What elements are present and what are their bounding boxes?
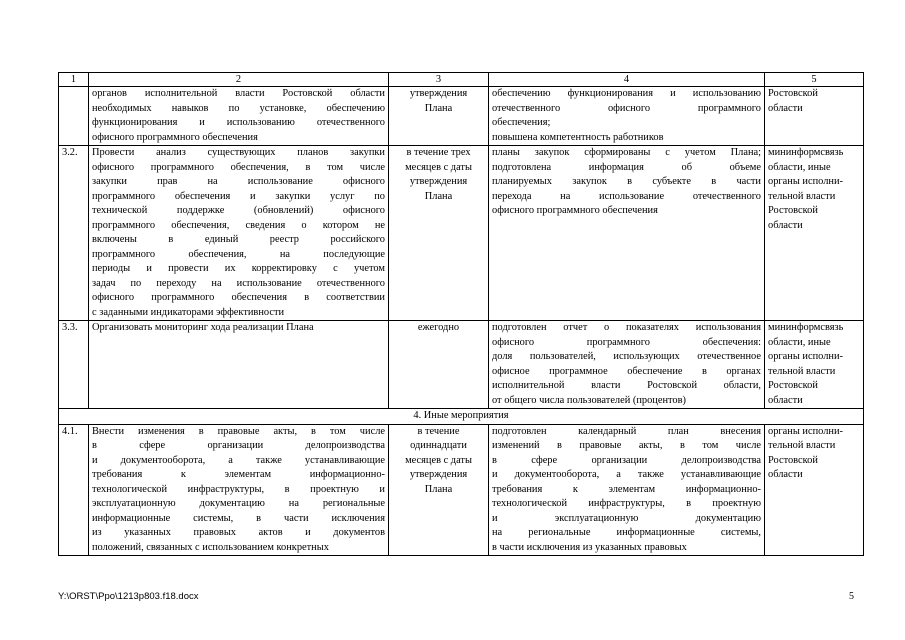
cell-line: закупки прав на использование офисного [92, 176, 385, 187]
cell-line: Ростовской [768, 88, 818, 99]
cell-line: в сфере организации делопроизводства [492, 454, 761, 466]
section-title: 4. Иные мероприятия [59, 409, 864, 425]
cell-line: функционирования и использованию отечественного [92, 117, 385, 128]
cell-line: в части исключения из указанных правовых [492, 541, 687, 553]
cell-line: области [768, 469, 803, 480]
responsible-cell [765, 424, 864, 556]
cell-line: программного обеспечения, на последующие [92, 248, 385, 260]
responsible-cell [765, 146, 864, 321]
cell-line: повышена компетентность работников [492, 131, 664, 143]
cell-line: тельной власти [768, 440, 836, 451]
cell-line: месяцев с даты [405, 454, 472, 466]
cell-line: мининформсвязь [768, 147, 844, 158]
cell-line: в сфере организации делопроизводства [92, 440, 385, 451]
cell-line: подготовлен отчет о показателях использования [492, 322, 761, 333]
cell-line: офисного программного обеспечения [92, 131, 258, 143]
term-cell [389, 87, 489, 146]
cell-line: технической поддержке (обновлений) офисного [92, 205, 385, 216]
cell-line: Провести анализ существующих планов закупки [92, 147, 385, 158]
page-number: 5 [849, 591, 854, 602]
result-cell [489, 146, 765, 321]
action-cell [89, 146, 389, 321]
cell-line: планы закупок сформированы с учетом Плана; [492, 147, 761, 158]
cell-line: области [768, 394, 803, 406]
cell-line: перехода на использование отечественного [492, 190, 761, 202]
cell-line: положений, связанных с использованием конкретных [92, 541, 329, 553]
table-row [59, 146, 864, 321]
cell-line: органы исполни- [768, 351, 843, 362]
result-cell [489, 321, 765, 409]
cell-line: Ростовской [768, 454, 818, 466]
cell-line: утверждения [409, 176, 468, 187]
cell-line: и документооборота, а также устанавливающие [92, 454, 385, 466]
cell-line: Внести изменения в правовые акты, в том числе [92, 425, 385, 437]
cell-line: Ростовской [768, 205, 818, 216]
cell-line: Организовать мониторинг хода реализации Плана [92, 322, 314, 333]
term-cell [389, 146, 489, 321]
cell-line: требования к элементам информационно- [492, 483, 761, 495]
cell-line: программного обеспечения и закупки услуг по [92, 190, 385, 202]
result-cell [489, 424, 765, 556]
cell-line: на региональные информационные системы, [492, 527, 761, 538]
cell-line: Плана [424, 102, 453, 114]
cell-line: эксплуатационную документацию на региональные [92, 498, 385, 509]
cell-line: офисного программного обеспечения в соответствии [92, 292, 385, 303]
cell-line: необходимых навыков по установке, обеспечению [92, 102, 385, 114]
cell-line: технологической инфраструктуры, в проектную [492, 498, 761, 509]
cell-line: Плана [424, 190, 453, 202]
header-cell: 5 [765, 73, 864, 87]
cell-line: одиннадцати [410, 440, 467, 451]
cell-line: области, иные [768, 336, 831, 348]
cell-line: изменений в правовые акты, в том числе [492, 440, 761, 451]
cell-line: Плана [424, 483, 453, 495]
cell-line: доля пользователей, использующих отечественное [492, 351, 761, 362]
row-number: 4.1. [59, 424, 89, 556]
cell-line: органы исполни- [768, 425, 843, 437]
row-number: 3.3. [59, 321, 89, 409]
document-page [58, 72, 863, 556]
cell-line: области [768, 219, 803, 231]
cell-line: обеспечения; [492, 117, 551, 128]
cell-line: мининформсвязь [768, 322, 844, 333]
cell-line: области, иные [768, 161, 831, 173]
cell-line: задач по переходу на использование отечественного [92, 277, 385, 289]
cell-line: органов исполнительной власти Ростовской области [92, 88, 385, 99]
table-header-row [59, 73, 864, 87]
row-number [59, 87, 89, 146]
section-row [59, 409, 864, 425]
cell-line: от общего числа пользователей (процентов) [492, 394, 686, 406]
cell-line: и эксплуатационную документацию [492, 512, 761, 524]
action-cell [89, 321, 389, 409]
cell-line: органы исполни- [768, 176, 843, 187]
cell-line: офисного программного обеспечения: [492, 336, 761, 348]
cell-line: с заданными индикаторами эффективности [92, 306, 285, 318]
cell-line: отечественного офисного программного [492, 102, 761, 114]
cell-line: программного обеспечения, сведения о котором не [92, 219, 385, 231]
responsible-cell [765, 321, 864, 409]
cell-line: офисного программного обеспечения, в том числе [92, 161, 385, 173]
cell-line: включены в единый реестр российского [92, 234, 385, 245]
plan-table [58, 72, 864, 556]
cell-line: из указанных правовых актов и документов [92, 527, 385, 538]
cell-line: в течение трех [406, 147, 471, 158]
cell-line: и документооборота, а также устанавливающие [492, 469, 761, 480]
cell-line: планируемых закупок в субъекте в части [492, 176, 761, 187]
action-cell [89, 87, 389, 146]
table-row [59, 321, 864, 409]
cell-line: обеспечению функционирования и использованию [492, 88, 761, 99]
term-cell [389, 424, 489, 556]
table-row [59, 87, 864, 146]
cell-line: офисного программного обеспечения [492, 205, 658, 216]
term-cell [389, 321, 489, 409]
cell-line: области [768, 102, 803, 114]
cell-line: утверждения [409, 88, 468, 99]
row-number: 3.2. [59, 146, 89, 321]
header-cell: 4 [489, 73, 765, 87]
cell-line: информационные системы, в части исключения [92, 512, 385, 524]
header-cell: 2 [89, 73, 389, 87]
header-cell: 3 [389, 73, 489, 87]
cell-line: офисное программное обеспечение в органах [492, 365, 761, 377]
header-cell: 1 [59, 73, 89, 87]
table-row [59, 424, 864, 556]
result-cell [489, 87, 765, 146]
cell-line: периоды и провести их корректировку с учетом [92, 263, 385, 274]
cell-line: месяцев с даты [405, 161, 472, 173]
cell-line: подготовлена информация об объеме [492, 161, 761, 173]
file-path: Y:\ORST\Ppo\1213p803.f18.docx [58, 591, 199, 602]
cell-line: утверждения [409, 469, 468, 480]
cell-line: подготовлен календарный план внесения [492, 425, 761, 437]
cell-line: Ростовской [768, 380, 818, 391]
cell-line: тельной власти [768, 365, 836, 377]
cell-line: технологической инфраструктуры, в проектную и [92, 483, 385, 495]
action-cell [89, 424, 389, 556]
responsible-cell [765, 87, 864, 146]
cell-line: требования к элементам информационно- [92, 469, 385, 480]
cell-line: тельной власти [768, 190, 836, 202]
cell-line: в течение [417, 425, 460, 437]
cell-line: исполнительной власти Ростовской области, [492, 380, 761, 391]
cell-line: ежегодно [417, 322, 460, 333]
